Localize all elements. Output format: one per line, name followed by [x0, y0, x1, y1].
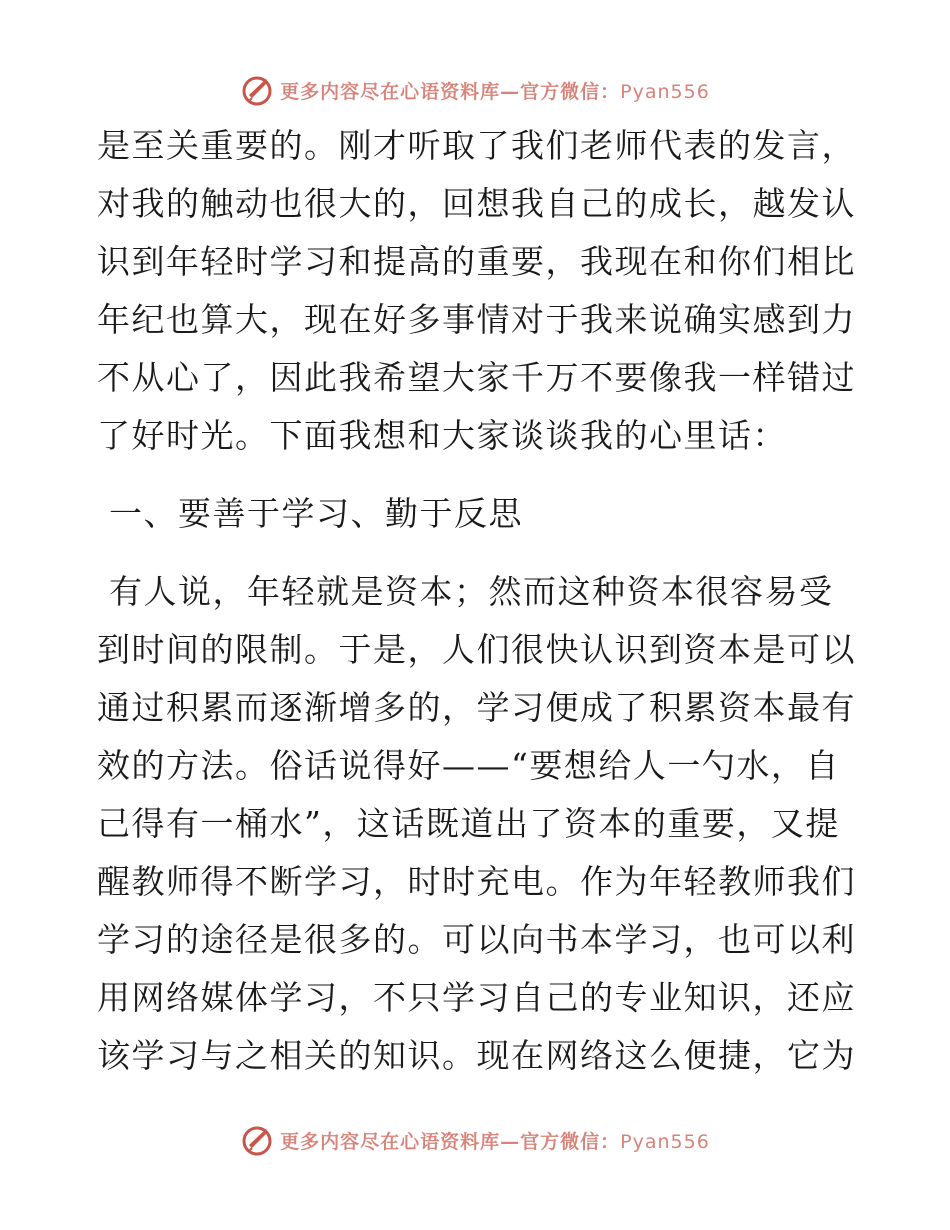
- banner-text: 更多内容尽在心语资料库—官方微信：Pyan556: [280, 1130, 710, 1153]
- text-line: 不从心了，因此我希望大家千万不要像我一样错过: [97, 358, 856, 397]
- quill-pen-seal-icon: [240, 73, 274, 107]
- document-body: [97, 117, 857, 1085]
- section-heading: [97, 485, 857, 543]
- banner-text: 更多内容尽在心语资料库—官方微信：Pyan556: [280, 80, 710, 103]
- text-line: 年纪也算大，现在好多事情对于我来说确实感到力: [97, 300, 856, 339]
- text-line: 学习的途径是很多的。可以向书本学习，也可以利: [97, 920, 856, 959]
- text-line: 对我的触动也很大的，回想我自己的成长，越发认: [97, 184, 856, 223]
- text-line: 效的方法。俗话说得好——“要想给人一勺水，自: [97, 746, 840, 785]
- text-line: 用网络媒体学习，不只学习自己的专业知识，还应: [97, 978, 856, 1017]
- quill-pen-seal-icon: [240, 1123, 274, 1157]
- text-line: 有人说，年轻就是资本；然而这种资本很容易受: [97, 572, 834, 611]
- heading-line: 一、要善于学习、勤于反思: [97, 494, 523, 533]
- text-line: 到时间的限制。于是，人们很快认识到资本是可以: [97, 630, 856, 669]
- paragraph: [97, 563, 857, 1085]
- text-line: 是至关重要的。刚才听取了我们老师代表的发言，: [97, 126, 856, 165]
- text-line: 通过积累而逐渐增多的，学习便成了积累资本最有: [97, 688, 856, 727]
- paragraph: [97, 117, 857, 465]
- footer-watermark-banner: [0, 1120, 950, 1160]
- text-line: 己得有一桶水”，这话既道出了资本的重要，又提: [97, 804, 840, 843]
- text-line: 醒教师得不断学习，时时充电。作为年轻教师我们: [97, 862, 856, 901]
- header-watermark-banner: [0, 70, 950, 110]
- text-line: 识到年轻时学习和提高的重要，我现在和你们相比: [97, 242, 856, 281]
- text-line: 该学习与之相关的知识。现在网络这么便捷，它为: [97, 1036, 856, 1075]
- text-line: 了好时光。下面我想和大家谈谈我的心里话：: [97, 416, 787, 455]
